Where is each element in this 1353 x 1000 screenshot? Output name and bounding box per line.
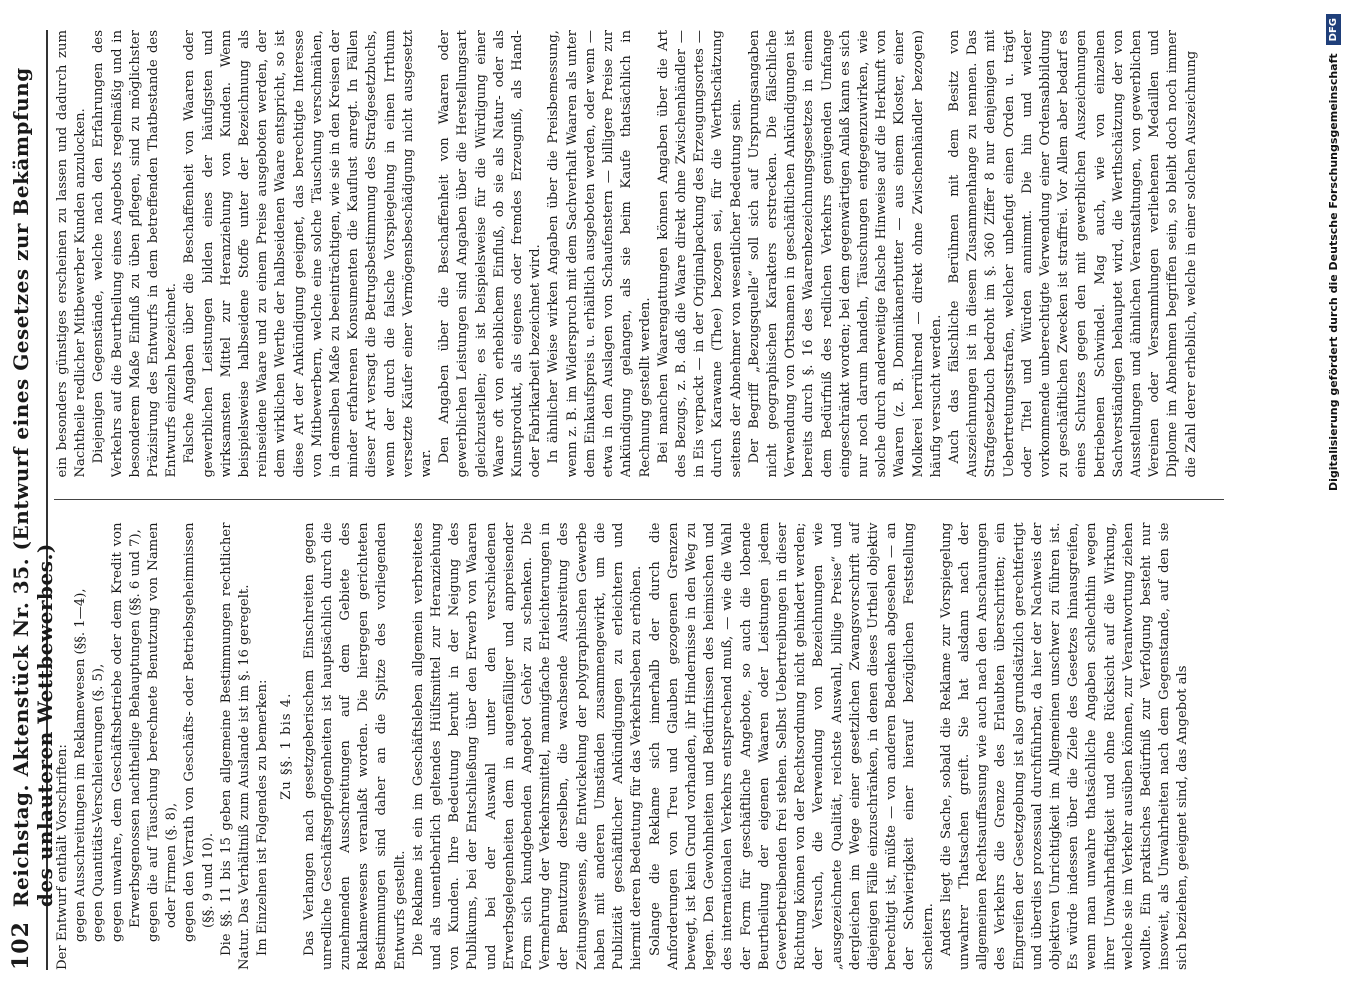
list-item: gegen Ausschreitungen im Reklamewesen (§§. 1—4), xyxy=(73,588,89,942)
paragraph: Bei manchen Waarengattungen können Angaben über die Art des Bezugs, z. B. daß die Waare direkt ohne Zwischenhändler — in Eis verpackt — in der Originalpackung des Erzeugungsortes — durch Karawane (Thee) bezogen sei, für die Werthschätzung seitens der Abnehmer von wesentlicher Bedeutung sein. xyxy=(655,30,744,478)
intro-paragraph: Der Entwurf enthält Vorschriften: xyxy=(55,744,70,970)
provision-list xyxy=(72,523,218,943)
paragraph: Diejenigen Gegenstände, welche nach den Erfahrungen des Verkehrs auf die Beurtheilung eines Angebots regelmäßig und in besonderem Maße Einfluß zu üben pflegen, sind zu möglichster Präzisirung des Entwurfs in dem betreffenden Thatbestande des Entwurfs einzeln bezeichnet. xyxy=(91,30,180,478)
paragraph: Solange die Reklame sich innerhalb der durch die Anforderungen von Treu und Glauben gezogenen Grenzen bewegt, ist kein Grund vorhanden, ihr Hindernisse in den Weg zu legen. Den Gewohnheiten und Bedürfnissen des heimischen und des internationalen Verkehrs entsprechend muß, — wie die Wahl der Form für geschäftliche Angebote, so auch die lobende Beurtheilung der eigenen Waaren oder Leistungen jedem Gewerbetreibenden frei stehen. Selbst Uebertreibungen in dieser Richtung können von der Rechtsordnung nicht gehindert werden; der Versuch, die Verwendung von Bezeichnungen wie „ausgezeichnete Qualität, reichste Auswahl, billige Preise“ und dergleichen im Wege einer gesetzlichen Zwangsvorschrift auf diejenigen Fälle einzuschränken, in denen dieses Urtheil objektiv berechtigt ist, müßte — von anderen Bedenken abgesehen — an der Schwierigkeit einer hierauf bezüglichen Feststellung scheitern. xyxy=(647,522,936,970)
text-columns xyxy=(54,30,1224,970)
paragraph: ein besonders günstiges erscheinen zu lassen und dadurch zum Nachtheile redlicher Mitbewerber Kunden anzulocken. xyxy=(55,30,89,478)
right-column xyxy=(54,30,1224,478)
column-divider xyxy=(54,500,1224,501)
paragraph: Falsche Angaben über die Beschaffenheit von Waaren oder gewerblichen Leistungen bilden eines der häufigsten und wirksamsten Mittel zur Heranziehung von Kunden. Wenn beispielsweise halbseidene Stoffe unter der Bezeichnung als reinseidene Waare und zu einem Preise ausgeboten werden, der dem wirklichen Werthe der halbseidenen Waare entspricht, so ist diese Art der Ankündigung geeignet, das berechtigte Interesse von Mitbewerbern, welche eine solche Täuschung verschmähen, in demselben Maße zu beeinträchtigen, wie sie in den Kreisen der minder erfahrenen Konsumenten die Kauflust anregt. In Fällen dieser Art versagt die Betrugsbestimmung des Strafgesetzbuchs, wenn der durch die falsche Vorspiegelung in einen Irrthum versetzte Käufer einer Vermögensbeschädigung nicht ausgesetzt war. xyxy=(182,30,435,478)
paragraph: Den Angaben über die Beschaffenheit von Waaren oder gewerblichen Leistungen sind Angaben über die Herstellungsart gleichzustellen; es ist beispielsweise für die Würdigung einer Waare oft von erheblichem Einfluß, ob sie als Natur- oder als Kunstprodukt, als eigenes oder fremdes Erzeugniß, als Hand- oder Fabrikarbeit bezeichnet wird. xyxy=(437,30,544,478)
page-number: 102 xyxy=(8,921,34,970)
digitization-credit xyxy=(1318,0,1348,1000)
paragraph: Im Einzelnen ist Folgendes zu bemerken: xyxy=(255,679,271,956)
list-item: gegen unwahre, dem Geschäftsbetriebe oder dem Kredit von Erwerbsgenossen nachtheilige Behauptungen (§§. 6 und 7), xyxy=(109,522,143,942)
paragraph: In ähnlicher Weise wirken Angaben über die Preisbemessung, wenn z. B. im Widerspruch mit dem Sachverhalt Waaren als unter dem Einkaufspreis u. erhältlich ausgeboten werden, oder wenn — etwa in den Auslagen von Schaufenstern — billigere Preise zur Ankündigung gelangen, als sie beim Kaufe thatsächlich in Rechnung gestellt werden. xyxy=(546,30,653,478)
page-title: Reichstag. Aktenstück Nr. 35. (Entwurf eines Gesetzes zur Bekämpfung des unlauteren Wettbewerbes.) xyxy=(9,67,57,908)
paragraph: Die §§. 11 bis 15 geben allgemeine Bestimmungen rechtlicher Natur. Das Verhältniß zum Auslande ist im §. 16 geregelt. xyxy=(218,522,253,970)
dfg-logo: DFG xyxy=(1326,14,1341,45)
credit-text: Digitalisierung gefördert durch die Deutsche Forschungsgemeinschaft xyxy=(1326,53,1340,492)
list-item: gegen Quantitäts-Verschleierungen (§. 5), xyxy=(91,663,107,942)
paragraph: Das Verlangen nach gesetzgeberischem Einschreiten gegen unredliche Geschäftsgepflogenheiten ist hauptsächlich durch die zunehmenden Ausschreitungen auf dem Gebiete des Reklamewesens veranlaßt worden. Die hiergegen gerichteten Bestimmungen sind daher an die Spitze des vorliegenden Entwurfs gestellt. xyxy=(301,522,408,970)
paragraph: Anders liegt die Sache, sobald die Reklame zur Vorspiegelung unwahrer Thatsachen greift. Sie hat alsdann nach der allgemeinen Rechtsauffassung wie auch nach den Anschauungen des Verkehrs die Grenze des Erlaubten überschritten; ein Eingreifen der Gesetzgebung ist also grundsätzlich gerechtfertigt und überdies prozessual durchführbar, da hier der Nachweis der objektiven Unrichtigkeit im Allgemeinen unschwer zu führen ist. Es würde indessen über die Ziele des Gesetzes hinausgreifen, wenn man unwahre thatsächliche Angaben schlechthin wegen ihrer Unwahrhaftigkeit und ohne Rücksicht auf die Wirkung, welche sie im Verkehr ausüben können, zur Verantwortung ziehen wollte. Ein praktisches Bedürfniß zur Verfolgung besteht nur insoweit, als Unwahrheiten nach dem Gegenstande, auf den sie sich beziehen, geeignet sind, das Angebot als xyxy=(938,522,1191,970)
list-item: gegen die auf Täuschung berechnete Benutzung von Namen oder Firmen (§. 8), xyxy=(146,522,180,942)
left-column xyxy=(54,523,1224,971)
list-item: gegen den Verrath von Geschäfts- oder Betriebsgeheimnissen (§§. 9 und 10). xyxy=(182,522,216,942)
page-header xyxy=(8,30,57,970)
section-heading: Zu §§. 1 bis 4. xyxy=(279,692,295,800)
paragraph: Der Begriff „Bezugsquelle“ soll sich auf Ursprungsangaben nicht geographischen Karakters erstrecken. Die fälschliche Verwendung von Ortsnamen in geschäftlichen Ankündigungen ist bereits durch §. 16 des Waarenbezeichnungsgesetzes in einem dem Bedürfniß des redlichen Verkehrs genügenden Umfange eingeschränkt worden; bei dem gegenwärtigen Anlaß kann es sich nur noch darum handeln, Täuschungen entgegenzuwirken, wie solche durch anderweitige falsche Hinweise auf die Herkunft von Waaren (z. B. Dominikanerbutter — aus einem Kloster, einer Molkerei herrührend — direkt ohne Zwischenhändler bezogen) häufig versucht werden. xyxy=(746,30,944,478)
paragraph: Auch das fälschliche Berühmen mit dem Besitz von Auszeichnungen ist in diesem Zusammenhange zu nennen. Das Strafgesetzbuch bedroht im §. 360 Ziffer 8 nur denjenigen mit Uebertretungsstrafen, welcher unbefugt einen Orden u. trägt oder Titel und Würden annimmt. Die hin und wieder vorkommende unberechtigte Verwendung einer Ordensabbildung zu geschäftlichen Zwecken ist straffrei. Vor Allem aber bedarf es eines Schutzes gegen den mit gewerblichen Auszeichnungen betriebenen Schwindel. Mag auch, wie von einzelnen Sachverständigen behauptet wird, die Werthschätzung der von Ausstellungen und ähnlichen Veranstaltungen, von gewerblichen Vereinen oder Versammlungen verliehenen Medaillen und Diplome im Abnehmen begriffen sein, so bleibt doch noch immer die Zahl derer erheblich, welche in einer solchen Auszeichnung xyxy=(946,30,1199,478)
paragraph: Die Reklame ist ein im Geschäftsleben allgemein verbreitetes und als unentbehrlich geltendes Hülfsmittel zur Heranziehung von Kunden. Ihre Bedeutung beruht in der Neigung des Publikums, bei der Entschließung über den Erwerb von Waaren und bei der Auswahl unter den verschiedenen Erwerbsgelegenheiten dem in augenfälliger und anpreisender Form sich kundgebenden Angebot Gehör zu schenken. Die Vermehrung der Verkehrsmittel, mannigfache Erleichterungen in der Benutzung derselben, die wachsende Ausbreitung des Zeitungswesens, die Entwickelung der polygraphischen Gewerbe haben mit anderen Umständen zusammengewirkt, um die Publizität geschäftlicher Ankündigungen zu erleichtern und hiermit deren Bedeutung für das Verkehrsleben zu erhöhen. xyxy=(410,522,645,970)
